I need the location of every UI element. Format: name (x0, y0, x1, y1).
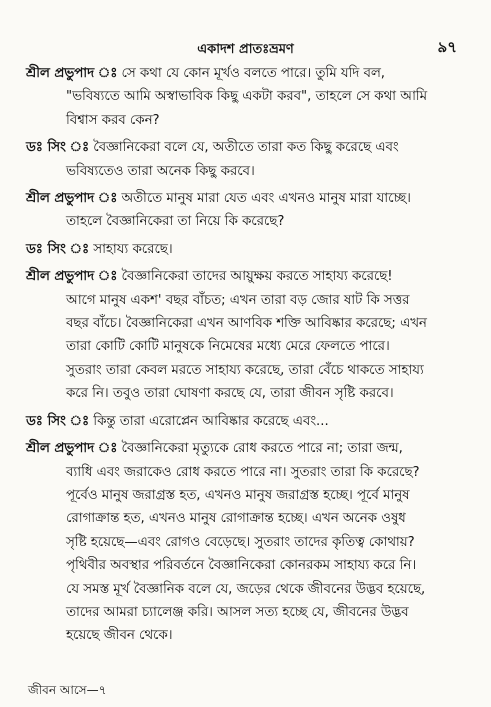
text-line (26, 601, 474, 624)
text-line (26, 62, 474, 85)
text-line (26, 335, 474, 358)
line-text: সে কথা যে কোন মূর্খও বলতে পারে। তুমি যদি বল, (121, 66, 386, 81)
line-text: কিন্তু তারা এরোপ্লেন আবিষ্কার করেছে এবং... (93, 413, 329, 429)
text-line (26, 85, 474, 108)
speaker-label: ডঃ সিং ঃ (26, 140, 90, 156)
line-text: করে নি। তবুও তারা ঘোষণা করছে যে, তারা জীবন সৃষ্টি করবে। (66, 386, 394, 402)
line-text: আগে মানুষ একশ' বছর বাঁচত; এখন তারা বড় জোর ষাট কি সত্তর (66, 292, 410, 308)
speaker-label: ডঃ সিং ঃ (26, 413, 90, 429)
dialogue-paragraph (26, 62, 474, 132)
text-line (26, 578, 474, 601)
text-line (26, 136, 474, 159)
line-text: অতীতে মানুষ মারা যেত এবং এখনও মানুষ মারা যাচ্ছে। (121, 191, 411, 207)
line-text: ব্যাধি এবং জরাকেও রোধ করতে পারে না। সুতরাং তারা কি করেছে? (66, 464, 420, 480)
speaker-label: শ্রীল প্রভুপাদ ঃ (26, 66, 118, 81)
text-line (26, 461, 474, 484)
dialogue-paragraph (26, 187, 474, 234)
dialogue-paragraph (26, 410, 474, 433)
line-text: সৃষ্টি হয়েছে—এবং রোগও বেড়েছে। সুতরাং তাদের কৃতিত্ব কোথায়? (66, 534, 415, 550)
line-text: হয়েছে জীবন থেকে। (66, 628, 173, 644)
text-line (26, 507, 474, 530)
text-line (26, 437, 474, 460)
line-text: বছর বাঁচে। বৈজ্ঞানিকেরা এখন আণবিক শক্তি আবিষ্কার করেছে; এখন (66, 316, 427, 332)
line-text: পৃথিবীর অবস্থার পরিবর্তনে বৈজ্ঞানিকেরা কোনরকম সাহায্য করে নি। (66, 558, 417, 574)
dialogue-paragraph (26, 238, 474, 261)
text-line (26, 410, 474, 433)
page-number: ৯৭ (437, 38, 457, 56)
text-line (26, 160, 474, 183)
line-text: বৈজ্ঞানিকেরা মৃত্যুকে রোধ করতে পারে না; তারা জন্ম, (121, 441, 403, 457)
running-title: একাদশ প্রাতঃভ্রমণ (197, 42, 294, 57)
text-line (26, 265, 474, 288)
text-line (26, 210, 474, 233)
line-text: "ভবিষ্যতে আমি অস্বাভাবিক কিছু একটা করব", তাহলে সে কথা আমি (66, 89, 427, 105)
dialogue-paragraph (26, 265, 474, 405)
line-text: তাদের আমরা চ্যালেঞ্জ করি। আসল সত্য হচ্ছে যে, জীবনের উদ্ভব (66, 604, 409, 620)
speaker-label: শ্রীল প্রভুপাদ ঃ (26, 269, 118, 285)
dialogue-body (26, 62, 474, 652)
dialogue-paragraph (26, 136, 474, 183)
text-line (26, 531, 474, 554)
line-text: পূর্বেও মানুষ জরাগ্রস্ত হত, এখনও মানুষ জরাগ্রস্ত হচ্ছে। পূর্বে মানুষ (66, 487, 410, 503)
line-text: তারা কোটি কোটি মানুষকে নিমেষের মধ্যে মেরে ফেলতে পারে। (66, 339, 390, 355)
text-line (26, 312, 474, 335)
line-text: রোগাক্রান্ত হত, এখনও মানুষ রোগাক্রান্ত হচ্ছে। এখন অনেক ওষুধ (66, 511, 406, 527)
text-line (26, 187, 474, 210)
text-line (26, 238, 474, 261)
signature-mark: জীবন আসে—৭ (28, 683, 107, 697)
text-line (26, 109, 474, 132)
text-line (26, 289, 474, 312)
line-text: সাহায্য করেছে। (93, 241, 173, 257)
text-line (26, 382, 474, 405)
line-text: ভবিষ্যতেও তারা অনেক কিছু করবে। (66, 163, 255, 179)
line-text: তাহলে বৈজ্ঞানিকেরা তা নিয়ে কি করেছে? (66, 214, 285, 230)
line-text: বৈজ্ঞানিকেরা তাদের আয়ুক্ষয় করতে সাহায্য করেছে! (121, 269, 393, 285)
line-text: সুতরাং তারা কেবল মরতে সাহায্য করেছে, তারা বেঁচে থাকতে সাহায্য (66, 362, 424, 378)
speaker-label: ডঃ সিং ঃ (26, 241, 90, 257)
speaker-label: শ্রীল প্রভুপাদ ঃ (26, 441, 118, 457)
line-text: যে সমস্ত মূর্খ বৈজ্ঞানিক বলে যে, জড়ের থেকে জীবনের উদ্ভব হয়েছে, (66, 581, 426, 597)
text-line (26, 554, 474, 577)
speaker-label: শ্রীল প্রভুপাদ ঃ (26, 191, 118, 207)
text-line (26, 624, 474, 647)
text-line (26, 359, 474, 382)
dialogue-paragraph (26, 437, 474, 648)
text-line (26, 484, 474, 507)
line-text: বিশ্বাস করব কেন? (66, 112, 160, 128)
line-text: বৈজ্ঞানিকেরা বলে যে, অতীতে তারা কত কিছু করেছে এবং (93, 140, 399, 156)
